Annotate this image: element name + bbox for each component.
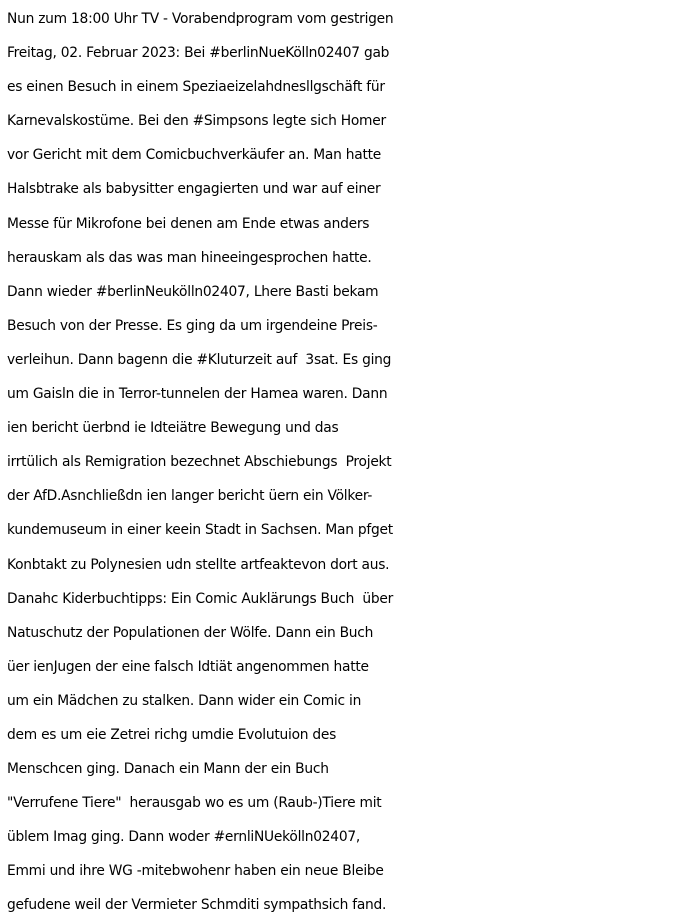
text-line: Halsbtrake als babysitter engagierten und war auf einer [7, 181, 381, 198]
text-line: Karnevalskostüme. Bei den #Simpsons legte sich Homer [7, 113, 386, 130]
text-line: kundemuseum in einer keein Stadt in Sachsen. Man pfget [7, 522, 393, 539]
text-line: es einen Besuch in einem Speziaeizelahdnesllgschäft für [7, 79, 385, 96]
text-line: "Verrufene Tiere" herausgab wo es um (Raub-)Tiere mit [7, 795, 382, 812]
text-line: Konbtakt zu Polynesien udn stellte artfeaktevon dort aus. [7, 556, 390, 573]
text-line: Besuch von der Presse. Es ging da um irgendeine Preis- [7, 317, 378, 334]
text-line: Dann wieder #berlinNeukölln02407, Lhere Basti bekam [7, 283, 379, 300]
text-line: vor Gericht mit dem Comicbuchverkäufer an. Man hatte [7, 147, 382, 164]
text-line: der AfD.Asnchließdn ien langer bericht üern ein Völker- [7, 488, 373, 505]
text-line: um Gaisln die in Terror-tunnelen der Hamea waren. Dann [7, 386, 388, 403]
text-line: Emmi und ihre WG -mitebwohenr haben ein neue Bleibe [7, 863, 384, 880]
text-line: irrtülich als Remigration bezechnet Abschiebungs Projekt [7, 454, 392, 471]
text-line: verleihun. Dann bagenn die #Kluturzeit auf 3sat. Es ging [7, 351, 392, 368]
text-line: dem es um eie Zetrei richg umdie Evolutuion des [7, 726, 337, 743]
text-line: üblem Imag ging. Dann woder #ernliNUekölln02407, [7, 829, 361, 846]
text-line: herauskam als das was man hineeingesprochen hatte. [7, 249, 372, 266]
text-line: Freitag, 02. Februar 2023: Bei #berlinNueKölln02407 gab [7, 45, 390, 62]
text-line: Messe für Mikrofone bei denen am Ende etwas anders [7, 215, 370, 232]
text-line: Menschcen ging. Danach ein Mann der ein Buch [7, 761, 329, 778]
document-text [7, 2, 683, 923]
text-line: Danahc Kiderbuchtipps: Ein Comic Auklärungs Buch über [7, 590, 394, 607]
text-line: gefudene weil der Vermieter Schmditi sympathsich fand. [7, 897, 387, 914]
text-line: Nun zum 18:00 Uhr TV - Vorabendprogram vom gestrigen [7, 11, 394, 27]
text-line: ien bericht üerbnd ie Idteiätre Bewegung und das [7, 420, 339, 437]
text-line: um ein Mädchen zu stalken. Dann wider ein Comic in [7, 692, 362, 709]
text-line: üer ienJugen der eine falsch Idtiät angenommen hatte [7, 658, 369, 675]
text-line: Natuschutz der Populationen der Wölfe. Dann ein Buch [7, 624, 374, 641]
